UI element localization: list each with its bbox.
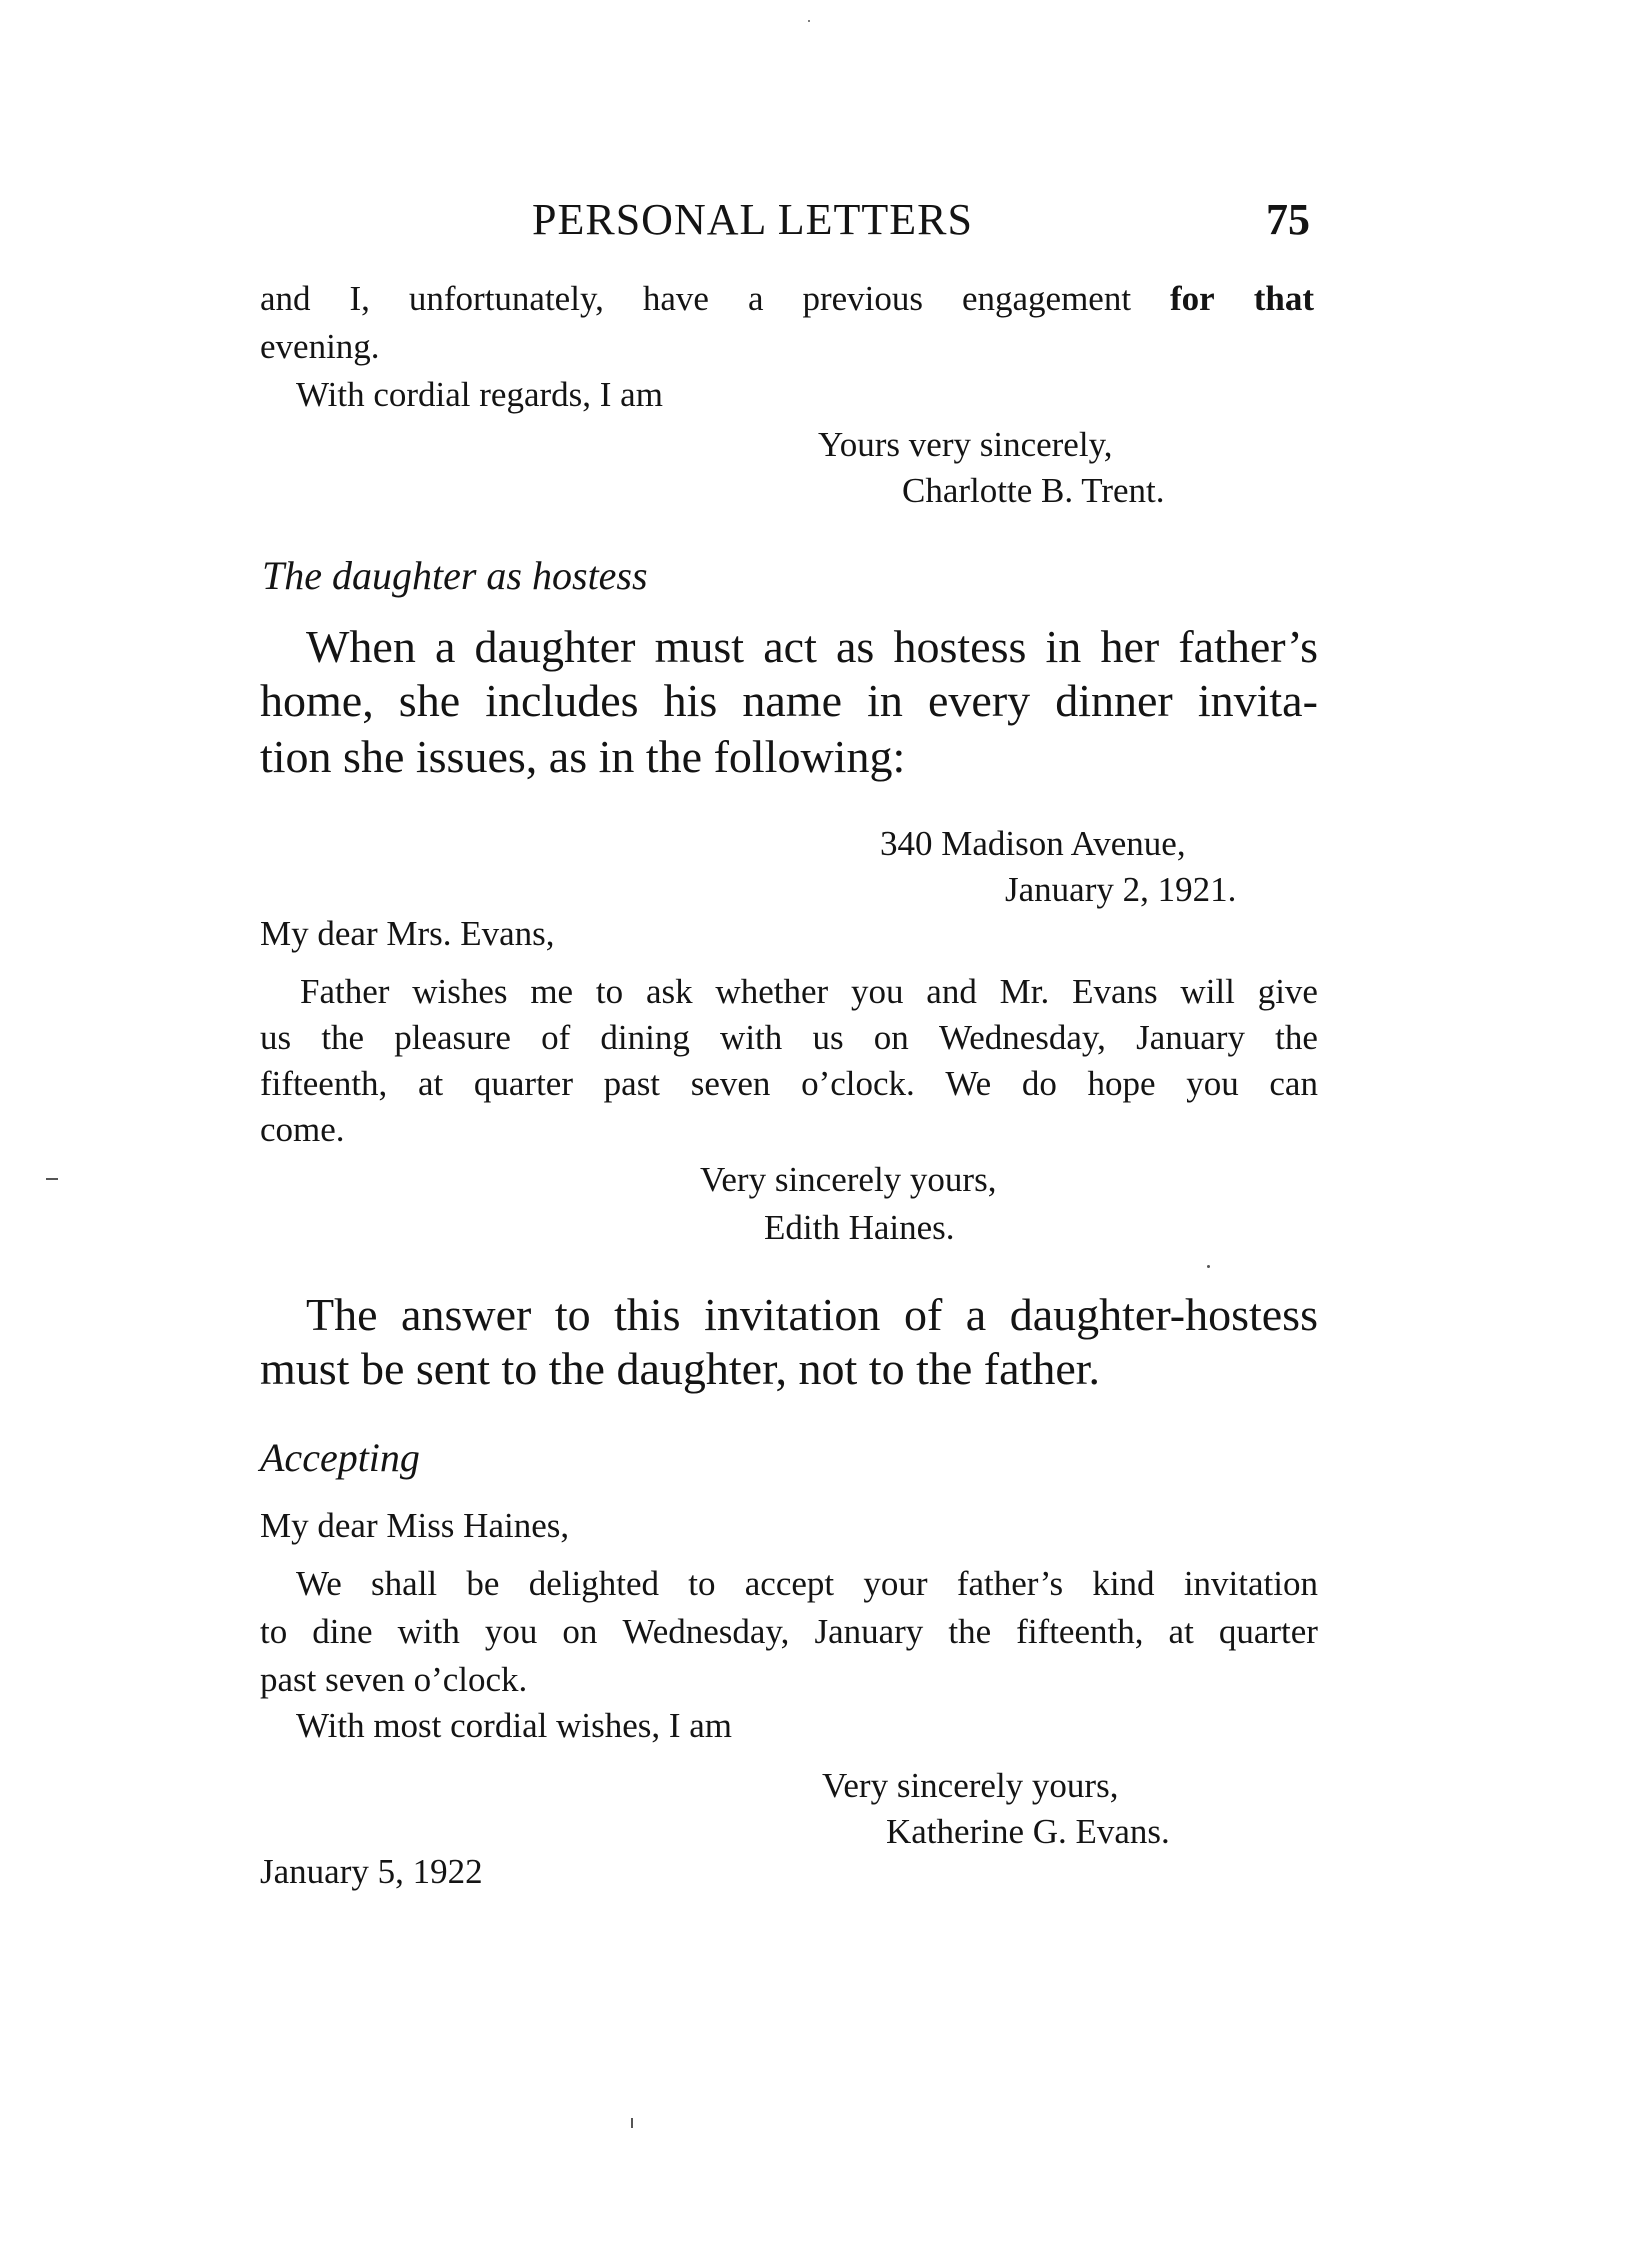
word: answer xyxy=(401,1289,532,1340)
letter1-signature: Charlotte B. Trent. xyxy=(902,471,1165,510)
section1-para-line-1 xyxy=(306,621,1318,672)
word: delighted xyxy=(528,1564,659,1603)
word: engagement xyxy=(961,279,1132,318)
letter3-closing: Very sincerely yours, xyxy=(822,1766,1119,1805)
letter2-date: January 2, 1921. xyxy=(1005,870,1237,909)
word: and xyxy=(260,279,311,318)
word: the xyxy=(321,1018,365,1057)
word: name xyxy=(742,675,843,726)
word: invitation xyxy=(704,1289,881,1340)
word: can xyxy=(1269,1064,1318,1103)
word: of xyxy=(541,1018,571,1057)
word: hope xyxy=(1087,1064,1156,1103)
word: to xyxy=(260,1612,288,1651)
word: father’s xyxy=(956,1564,1064,1603)
letter2-body-line-2 xyxy=(260,1020,1318,1055)
letter2-address: 340 Madison Avenue, xyxy=(880,824,1186,863)
word: dinner xyxy=(1055,675,1173,726)
word: she xyxy=(398,675,461,726)
letter3-signature: Katherine G. Evans. xyxy=(886,1812,1170,1851)
word: his xyxy=(663,675,718,726)
word: to xyxy=(554,1289,591,1340)
word: us xyxy=(260,1018,292,1057)
word: hostess xyxy=(893,621,1027,672)
section2-para-line-2: must be sent to the daughter, not to the father. xyxy=(260,1343,1101,1394)
letter2-body-line-3 xyxy=(260,1066,1318,1101)
word: whether xyxy=(715,972,829,1011)
letter2-closing: Very sincerely yours, xyxy=(700,1160,997,1199)
word: you xyxy=(1186,1064,1239,1103)
word: do xyxy=(1021,1064,1057,1103)
word: father’s xyxy=(1178,621,1318,672)
word: invitation xyxy=(1183,1564,1318,1603)
word: you xyxy=(484,1612,538,1651)
word: have xyxy=(642,279,709,318)
word: for xyxy=(1170,279,1215,318)
word: The xyxy=(306,1289,378,1340)
word: shall xyxy=(371,1564,438,1603)
word: quarter xyxy=(1218,1612,1318,1651)
scan-speck xyxy=(808,20,810,22)
section2-para-line-1 xyxy=(306,1289,1318,1340)
letter2-signature: Edith Haines. xyxy=(764,1208,955,1247)
word: must xyxy=(654,621,745,672)
word: previous xyxy=(802,279,923,318)
word: be xyxy=(466,1564,500,1603)
word: January xyxy=(1136,1018,1245,1057)
word: dining xyxy=(600,1018,690,1057)
word: accept xyxy=(744,1564,835,1603)
word: in xyxy=(1045,621,1082,672)
letter3-body-line-1 xyxy=(296,1566,1318,1601)
section1-para-line-2 xyxy=(260,675,1318,726)
letter3-salutation: My dear Miss Haines, xyxy=(260,1506,570,1545)
word: her xyxy=(1100,621,1160,672)
word: dine xyxy=(312,1612,373,1651)
letter2-salutation: My dear Mrs. Evans, xyxy=(260,914,555,953)
word: kind xyxy=(1092,1564,1155,1603)
word: home, xyxy=(260,675,374,726)
letter2-body-line-4: come. xyxy=(260,1110,345,1149)
word: pleasure xyxy=(394,1018,511,1057)
word: quarter xyxy=(473,1064,573,1103)
letter1-line-1 xyxy=(260,281,1314,316)
word: past xyxy=(603,1064,661,1103)
scan-speck xyxy=(1207,1265,1210,1268)
scan-speck xyxy=(631,2118,633,2128)
word: at xyxy=(417,1064,444,1103)
word: your xyxy=(863,1564,928,1603)
word: When xyxy=(306,621,416,672)
word: daughter-hostess xyxy=(1009,1289,1318,1340)
word: the xyxy=(1275,1018,1318,1057)
word: the xyxy=(948,1612,992,1651)
letter2-body-line-1 xyxy=(300,974,1318,1009)
word: We xyxy=(296,1564,342,1603)
word: with xyxy=(397,1612,460,1651)
letter3-body-line-3: past seven o’clock. xyxy=(260,1660,528,1699)
word: that xyxy=(1253,279,1314,318)
word: ask xyxy=(645,972,693,1011)
letter1-line-2: evening. xyxy=(260,327,380,366)
word: a xyxy=(434,621,456,672)
word: will xyxy=(1180,972,1235,1011)
word: us xyxy=(812,1018,844,1057)
word: Father xyxy=(300,972,390,1011)
word: Wednesday, xyxy=(938,1018,1106,1057)
word: fifteenth, xyxy=(1016,1612,1144,1651)
letter1-closing-phrase: With cordial regards, I am xyxy=(296,375,663,414)
word: January xyxy=(814,1612,924,1651)
word: wishes xyxy=(412,972,508,1011)
word: Mr. xyxy=(999,972,1050,1011)
word: Wednesday, xyxy=(622,1612,790,1651)
word: to xyxy=(688,1564,716,1603)
letter1-closing: Yours very sincerely, xyxy=(818,425,1113,464)
letter3-date: January 5, 1922 xyxy=(260,1852,483,1891)
scan-speck xyxy=(46,1178,58,1180)
word: of xyxy=(903,1289,943,1340)
word: a xyxy=(965,1289,987,1340)
section-heading-accepting: Accepting xyxy=(260,1435,420,1480)
word: as xyxy=(836,621,875,672)
word: you xyxy=(850,972,904,1011)
word: on xyxy=(873,1018,909,1057)
letter3-closing-phrase: With most cordial wishes, I am xyxy=(296,1706,733,1745)
word: invita- xyxy=(1197,675,1318,726)
word: unfortunately, xyxy=(408,279,604,318)
word: and xyxy=(926,972,977,1011)
page-number: 75 xyxy=(1266,195,1310,244)
word: daughter xyxy=(474,621,636,672)
running-title: PERSONAL LETTERS xyxy=(532,195,973,244)
section1-para-line-3: tion she issues, as in the following: xyxy=(260,731,906,782)
word: Evans xyxy=(1072,972,1158,1011)
word: fifteenth, xyxy=(260,1064,388,1103)
word: every xyxy=(927,675,1031,726)
word: seven xyxy=(690,1064,771,1103)
word: o’clock. xyxy=(801,1064,915,1103)
word: with xyxy=(720,1018,783,1057)
word: I, xyxy=(349,279,370,318)
word: to xyxy=(595,972,624,1011)
word: me xyxy=(530,972,574,1011)
word: We xyxy=(945,1064,992,1103)
word: at xyxy=(1168,1612,1194,1651)
word: includes xyxy=(485,675,639,726)
word: a xyxy=(747,279,764,318)
word: act xyxy=(763,621,817,672)
word: this xyxy=(614,1289,681,1340)
section-heading-daughter-hostess: The daughter as hostess xyxy=(262,553,648,598)
letter3-body-line-2 xyxy=(260,1614,1318,1649)
word: in xyxy=(867,675,903,726)
word: give xyxy=(1257,972,1318,1011)
word: on xyxy=(562,1612,598,1651)
